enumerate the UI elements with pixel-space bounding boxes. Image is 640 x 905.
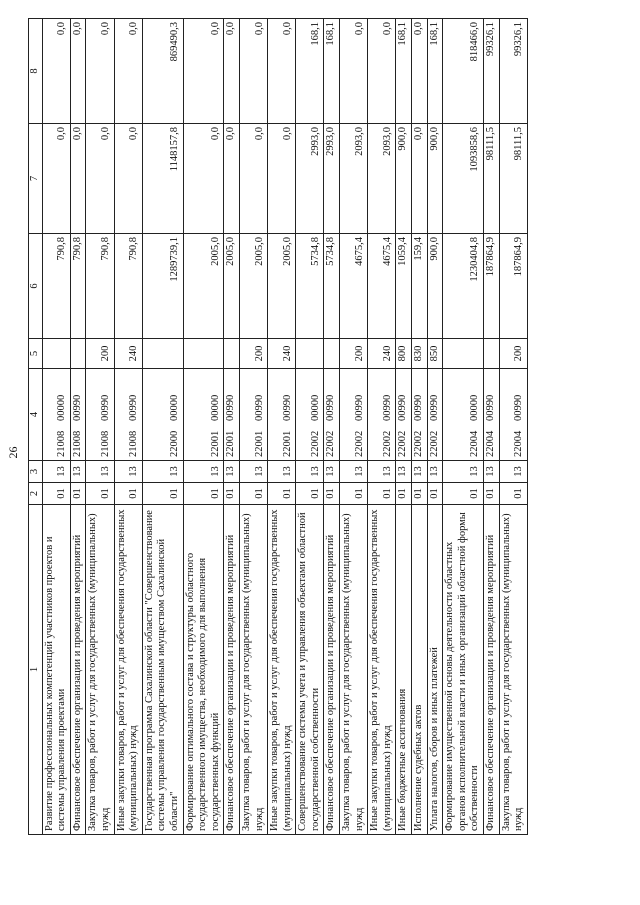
expense-type-code: 200 — [340, 339, 368, 369]
subsection-code: 13 — [484, 461, 500, 483]
direction-code: 00000 — [309, 394, 321, 421]
program-code: 22000 — [168, 430, 180, 457]
program-code: 22002 — [309, 430, 321, 457]
amount-col8: 0,0 — [114, 19, 142, 124]
col-header: 5 — [29, 339, 43, 369]
amount-col8: 0,0 — [239, 19, 267, 124]
amount-col8: 0,0 — [368, 19, 396, 124]
direction-code: 00990 — [513, 394, 525, 421]
table-row — [499, 19, 527, 835]
amount-col8: 168,1 — [396, 19, 412, 124]
program-code: 22002 — [353, 430, 365, 457]
expense-type-code — [183, 339, 224, 369]
target-article-code — [142, 369, 183, 461]
section-code: 01 — [443, 483, 484, 505]
target-article-code — [70, 369, 86, 461]
section-code: 01 — [340, 483, 368, 505]
direction-code: 00990 — [281, 394, 293, 421]
direction-code: 00990 — [325, 394, 337, 421]
table-row — [412, 19, 428, 835]
page-number: 26 — [6, 446, 20, 459]
row-name: Финансовое обеспечение организации и проведения мероприятий — [324, 505, 340, 835]
target-article-code — [340, 369, 368, 461]
amount-col6: 159,4 — [412, 234, 428, 339]
table-row — [443, 19, 484, 835]
amount-col7: 0,0 — [412, 124, 428, 234]
table-row — [396, 19, 412, 835]
subsection-code: 13 — [268, 461, 296, 483]
col-header: 1 — [29, 505, 43, 835]
row-name: Развитие профессиональных компетенций участников проектов и системы управления проектами — [42, 505, 70, 835]
amount-col6: 790,8 — [114, 234, 142, 339]
program-code: 22001 — [281, 430, 293, 457]
direction-code: 00000 — [168, 394, 180, 421]
col-header: 4 — [29, 369, 43, 461]
expense-type-code — [296, 339, 324, 369]
section-code: 01 — [70, 483, 86, 505]
expense-type-code — [42, 339, 70, 369]
program-code: 22001 — [253, 430, 265, 457]
program-code: 21008 — [128, 430, 140, 457]
section-code: 01 — [296, 483, 324, 505]
amount-col7: 0,0 — [42, 124, 70, 234]
subsection-code: 13 — [42, 461, 70, 483]
amount-col8: 99326,1 — [499, 19, 527, 124]
section-code: 01 — [368, 483, 396, 505]
amount-col7: 1093858,6 — [443, 124, 484, 234]
direction-code: 00990 — [485, 394, 496, 421]
subsection-code: 13 — [86, 461, 114, 483]
direction-code: 00990 — [353, 394, 365, 421]
subsection-code: 13 — [368, 461, 396, 483]
amount-col7: 0,0 — [268, 124, 296, 234]
program-code: 22002 — [381, 430, 393, 457]
col-header: 6 — [29, 234, 43, 339]
subsection-code: 13 — [142, 461, 183, 483]
subsection-code: 13 — [324, 461, 340, 483]
expense-type-code — [324, 339, 340, 369]
expense-type-code — [484, 339, 500, 369]
expense-type-code: 240 — [114, 339, 142, 369]
program-code: 21008 — [99, 430, 111, 457]
amount-col8: 818466,0 — [443, 19, 484, 124]
target-article-code — [114, 369, 142, 461]
amount-col6: 187864,9 — [484, 234, 500, 339]
amount-col8: 99326,1 — [484, 19, 500, 124]
table-row — [142, 19, 183, 835]
program-code: 22002 — [397, 430, 409, 457]
expense-type-code: 200 — [499, 339, 527, 369]
section-code: 01 — [412, 483, 428, 505]
amount-col8: 0,0 — [224, 19, 240, 124]
expense-type-code: 800 — [396, 339, 412, 369]
section-code: 01 — [42, 483, 70, 505]
amount-col8: 0,0 — [412, 19, 428, 124]
amount-col6: 5734,8 — [324, 234, 340, 339]
target-article-code — [224, 369, 240, 461]
amount-col7: 900,0 — [396, 124, 412, 234]
section-code: 01 — [396, 483, 412, 505]
target-article-code — [484, 369, 500, 461]
amount-col7: 0,0 — [224, 124, 240, 234]
row-name: Финансовое обеспечение организации и проведения мероприятий — [224, 505, 240, 835]
target-article-code — [268, 369, 296, 461]
table-row — [296, 19, 324, 835]
amount-col7: 2993,0 — [296, 124, 324, 234]
section-code: 01 — [239, 483, 267, 505]
amount-col6: 790,8 — [86, 234, 114, 339]
section-code: 01 — [142, 483, 183, 505]
subsection-code: 13 — [70, 461, 86, 483]
amount-col7: 2993,0 — [324, 124, 340, 234]
section-code: 01 — [224, 483, 240, 505]
subsection-code: 13 — [499, 461, 527, 483]
row-name: Закупка товаров, работ и услуг для государственных (муниципальных) нужд — [340, 505, 368, 835]
direction-code: 00990 — [397, 394, 409, 421]
subsection-code: 13 — [443, 461, 484, 483]
section-code: 01 — [484, 483, 500, 505]
amount-col8: 168,1 — [296, 19, 324, 124]
amount-col7: 0,0 — [70, 124, 86, 234]
amount-col7: 900,0 — [427, 124, 443, 234]
target-article-code — [427, 369, 443, 461]
amount-col7: 0,0 — [86, 124, 114, 234]
section-code: 01 — [86, 483, 114, 505]
row-name: Иные закупки товаров, работ и услуг для обеспечения государственных (муниципальных) нужд — [368, 505, 396, 835]
expense-type-code — [224, 339, 240, 369]
target-article-code — [443, 369, 484, 461]
amount-col6: 2005,0 — [239, 234, 267, 339]
expense-type-code — [142, 339, 183, 369]
amount-col6: 900,0 — [427, 234, 443, 339]
target-article-code — [396, 369, 412, 461]
amount-col6: 1230404,8 — [443, 234, 484, 339]
amount-col7: 98111,5 — [484, 124, 500, 234]
subsection-code: 13 — [239, 461, 267, 483]
amount-col6: 1289739,1 — [142, 234, 183, 339]
row-name: Исполнение судебных актов — [412, 505, 428, 835]
amount-col8: 0,0 — [183, 19, 224, 124]
direction-code: 00000 — [56, 394, 68, 421]
target-article-code — [239, 369, 267, 461]
expense-type-code: 830 — [412, 339, 428, 369]
subsection-code: 13 — [396, 461, 412, 483]
amount-col7: 0,0 — [239, 124, 267, 234]
amount-col6: 2005,0 — [268, 234, 296, 339]
row-name: Финансовое обеспечение организации и проведения мероприятий — [484, 505, 500, 835]
amount-col6: 4675,4 — [340, 234, 368, 339]
row-name: Закупка товаров, работ и услуг для государственных (муниципальных) нужд — [499, 505, 527, 835]
amount-col7: 2093,0 — [340, 124, 368, 234]
table-row — [268, 19, 296, 835]
table-body — [42, 19, 527, 835]
expense-type-code — [443, 339, 484, 369]
program-code: 22002 — [413, 430, 425, 457]
col-header: 2 — [29, 483, 43, 505]
program-code: 22001 — [209, 430, 221, 457]
table-row — [239, 19, 267, 835]
amount-col6: 1059,4 — [396, 234, 412, 339]
row-name: Финансовое обеспечение организации и проведения мероприятий — [70, 505, 86, 835]
col-header: 3 — [29, 461, 43, 483]
subsection-code: 13 — [427, 461, 443, 483]
target-article-code — [324, 369, 340, 461]
target-article-code — [296, 369, 324, 461]
table-row — [42, 19, 70, 835]
amount-col6: 790,8 — [70, 234, 86, 339]
program-code: 22004 — [485, 430, 496, 457]
row-name: Закупка товаров, работ и услуг для государственных (муниципальных) нужд — [86, 505, 114, 835]
direction-code: 00990 — [381, 394, 393, 421]
target-article-code — [368, 369, 396, 461]
program-code: 22004 — [513, 430, 525, 457]
subsection-code: 13 — [114, 461, 142, 483]
table-row — [324, 19, 340, 835]
row-name: Закупка товаров, работ и услуг для государственных (муниципальных) нужд — [239, 505, 267, 835]
col-header: 8 — [29, 19, 43, 124]
target-article-code — [499, 369, 527, 461]
amount-col8: 168,1 — [427, 19, 443, 124]
amount-col8: 869490,3 — [142, 19, 183, 124]
amount-col6: 790,8 — [42, 234, 70, 339]
amount-col7: 0,0 — [183, 124, 224, 234]
section-code: 01 — [324, 483, 340, 505]
expense-type-code: 200 — [239, 339, 267, 369]
table-row — [224, 19, 240, 835]
amount-col8: 0,0 — [70, 19, 86, 124]
table-row — [114, 19, 142, 835]
amount-col7: 2093,0 — [368, 124, 396, 234]
amount-col6: 2005,0 — [183, 234, 224, 339]
budget-table — [28, 18, 528, 835]
subsection-code: 13 — [183, 461, 224, 483]
amount-col7: 98111,5 — [499, 124, 527, 234]
row-name: Иные закупки товаров, работ и услуг для обеспечения государственных (муниципальных) нужд — [268, 505, 296, 835]
subsection-code: 13 — [224, 461, 240, 483]
row-name: Государственная программа Сахалинской области "Совершенствование системы управления государственным имуществом Сахалинской области" — [142, 505, 183, 835]
expense-type-code: 240 — [268, 339, 296, 369]
table-row — [484, 19, 500, 835]
expense-type-code: 200 — [86, 339, 114, 369]
table-row — [183, 19, 224, 835]
row-name: Совершенствование системы учета и управления объектами областной государственной собственности — [296, 505, 324, 835]
program-code: 22004 — [469, 430, 481, 457]
direction-code: 00990 — [413, 394, 425, 421]
amount-col6: 2005,0 — [224, 234, 240, 339]
table-row — [427, 19, 443, 835]
table-row — [70, 19, 86, 835]
amount-col7: 0,0 — [114, 124, 142, 234]
expense-type-code: 850 — [427, 339, 443, 369]
amount-col8: 0,0 — [340, 19, 368, 124]
program-code: 21008 — [56, 430, 68, 457]
table-header-row — [29, 19, 43, 835]
amount-col6: 4675,4 — [368, 234, 396, 339]
amount-col7: 1148157,8 — [142, 124, 183, 234]
program-code: 22002 — [428, 430, 440, 457]
section-code: 01 — [268, 483, 296, 505]
program-code: 22001 — [225, 430, 237, 457]
direction-code: 00990 — [71, 394, 83, 421]
target-article-code — [86, 369, 114, 461]
section-code: 01 — [499, 483, 527, 505]
row-name: Формирование оптимального состава и структуры областного государственного имущества, необходимого для выполнения государственных функций — [183, 505, 224, 835]
amount-col8: 0,0 — [42, 19, 70, 124]
target-article-code — [183, 369, 224, 461]
subsection-code: 13 — [296, 461, 324, 483]
row-name: Иные бюджетные ассигнования — [396, 505, 412, 835]
expense-type-code — [70, 339, 86, 369]
amount-col6: 5734,8 — [296, 234, 324, 339]
amount-col8: 0,0 — [86, 19, 114, 124]
program-code: 22002 — [325, 430, 337, 457]
section-code: 01 — [114, 483, 142, 505]
expense-type-code: 240 — [368, 339, 396, 369]
row-name: Иные закупки товаров, работ и услуг для обеспечения государственных (муниципальных) нужд — [114, 505, 142, 835]
direction-code: 00990 — [428, 394, 440, 421]
target-article-code — [412, 369, 428, 461]
target-article-code — [42, 369, 70, 461]
direction-code: 00990 — [99, 394, 111, 421]
direction-code: 00990 — [128, 394, 140, 421]
direction-code: 00000 — [209, 394, 221, 421]
amount-col8: 168,1 — [324, 19, 340, 124]
table-row — [340, 19, 368, 835]
amount-col8: 0,0 — [268, 19, 296, 124]
row-name: Формирование имущественной основы деятельности областных органов исполнительной власти и иных организаций областной формы собственности — [443, 505, 484, 835]
direction-code: 00000 — [469, 394, 481, 421]
row-name: Уплата налогов, сборов и иных платежей — [427, 505, 443, 835]
direction-code: 00990 — [253, 394, 265, 421]
subsection-code: 13 — [412, 461, 428, 483]
col-header: 7 — [29, 124, 43, 234]
subsection-code: 13 — [340, 461, 368, 483]
amount-col6: 187864,9 — [499, 234, 527, 339]
table-row — [368, 19, 396, 835]
section-code: 01 — [427, 483, 443, 505]
direction-code: 00990 — [225, 394, 237, 421]
table-row — [86, 19, 114, 835]
program-code: 21008 — [71, 430, 83, 457]
section-code: 01 — [183, 483, 224, 505]
